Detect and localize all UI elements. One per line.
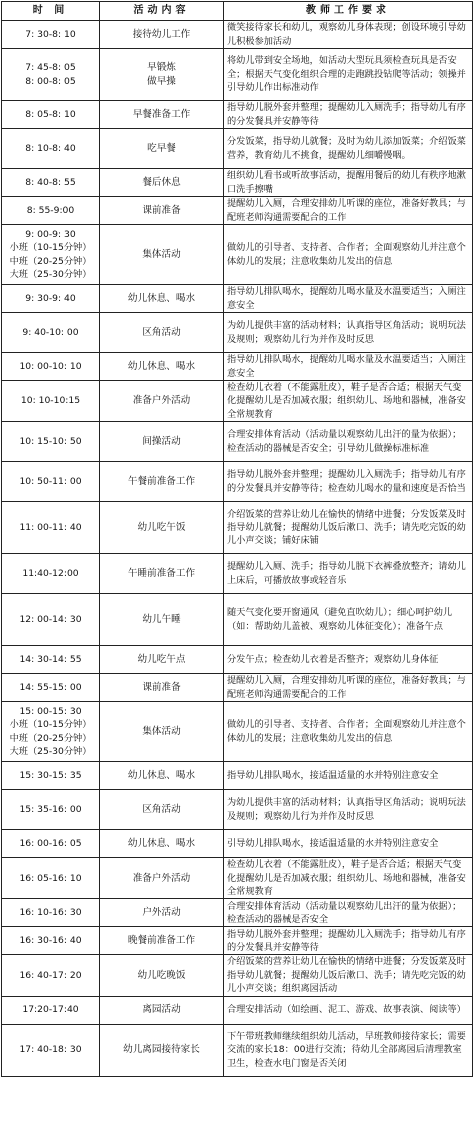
- activity-cell: 午餐前准备工作: [100, 462, 224, 502]
- requirement-cell: 指导幼儿脱外套并整理；提醒幼儿入厕洗手；指导幼儿有序的分发餐具并安静等待: [224, 927, 473, 955]
- requirement-cell: 合理安排体育活动（活动量以观察幼儿出汗的量为依据）；检查活动的器械是否安全: [224, 899, 473, 927]
- table-row: [2, 762, 473, 790]
- table-row: [2, 594, 473, 646]
- activity-cell: 幼儿休息、喝水: [100, 285, 224, 313]
- table-row: [2, 1024, 473, 1076]
- requirement-cell: 分发饭菜，指导幼儿就餐；及时为幼儿添加饭菜；介绍饭菜营养，教育幼儿不挑食，提醒幼儿细嚼慢咽。: [224, 129, 473, 169]
- table-row: [2, 129, 473, 169]
- time-cell: 16: 30-16: 40: [2, 927, 100, 955]
- time-cell: 15: 30-15: 35: [2, 762, 100, 790]
- activity-cell: 户外活动: [100, 899, 224, 927]
- table-row: [2, 49, 473, 101]
- table-row: [2, 101, 473, 129]
- time-cell: 7: 30-8: 10: [2, 21, 100, 49]
- requirement-cell: 提醒幼儿入厕、洗手；指导幼儿脱下衣裤叠放整齐；请幼儿上床后，可播放故事或轻音乐: [224, 554, 473, 594]
- activity-cell: 区角活动: [100, 790, 224, 830]
- table-row: [2, 899, 473, 927]
- header-activity: 活动内容: [100, 2, 224, 21]
- time-cell: 17:20-17:40: [2, 996, 100, 1024]
- time-cell: 8: 05-8: 10: [2, 101, 100, 129]
- table-row: [2, 955, 473, 996]
- requirement-cell: 介绍饭菜的营养让幼儿在愉快的情绪中进餐；分发饭菜及时指导幼儿就餐；提醒幼儿饭后漱口、洗手；请先吃完饭的幼儿小声交谈；铺好床铺: [224, 502, 473, 554]
- activity-cell: 准备户外活动: [100, 858, 224, 899]
- time-cell: 9: 40-10: 00: [2, 313, 100, 353]
- requirement-cell: 提醒幼儿入厕，合理安排幼儿听课的座位，准备好教具；与配班老师沟通需要配合的工作: [224, 197, 473, 225]
- activity-cell: 区角活动: [100, 313, 224, 353]
- table-row: [2, 830, 473, 858]
- time-cell: 10: 50-11: 00: [2, 462, 100, 502]
- table-row: [2, 225, 473, 285]
- schedule-table: [1, 1, 473, 1077]
- activity-cell: 幼儿吃午饭: [100, 502, 224, 554]
- table-row: [2, 313, 473, 353]
- requirement-cell: 指导幼儿脱外套并整理；提醒幼儿入厕洗手；指导幼儿有序的分发餐具并安静等待；检查幼儿喝水的量和速度是否恰当: [224, 462, 473, 502]
- activity-cell: 幼儿休息、喝水: [100, 353, 224, 381]
- activity-cell: 幼儿离园接待家长: [100, 1024, 224, 1076]
- table-row: [2, 858, 473, 899]
- time-cell: 11:40-12:00: [2, 554, 100, 594]
- table-row: [2, 996, 473, 1024]
- table-row: [2, 702, 473, 762]
- activity-cell: 幼儿午睡: [100, 594, 224, 646]
- table-row: [2, 285, 473, 313]
- requirement-cell: 指导幼儿排队喝水，提醒幼儿喝水量及水温要适当；入厕注意安全: [224, 353, 473, 381]
- requirement-cell: 提醒幼儿入厕，合理安排幼儿听课的座位，准备好教具；与配班老师沟通需要配合的工作: [224, 674, 473, 702]
- activity-cell: 幼儿吃午点: [100, 646, 224, 674]
- requirement-cell: 指导幼儿排队喝水，提醒幼儿喝水量及水温要适当；入厕注意安全: [224, 285, 473, 313]
- time-cell: 16: 00-16: 05: [2, 830, 100, 858]
- time-cell: 12: 00-14: 30: [2, 594, 100, 646]
- requirement-cell: 微笑接待家长和幼儿，观察幼儿身体表现；创设环境引导幼儿积极参加活动: [224, 21, 473, 49]
- activity-cell: 幼儿休息、喝水: [100, 762, 224, 790]
- header-requirements: 教师工作要求: [224, 2, 473, 21]
- time-cell: 14: 55-15: 00: [2, 674, 100, 702]
- requirement-cell: 介绍饭菜的营养让幼儿在愉快的情绪中进餐；分发饭菜及时指导幼儿就餐；提醒幼儿饭后漱口、洗手；请先吃完饭的幼儿小声交谈；组织离园活动: [224, 955, 473, 996]
- table-row: [2, 197, 473, 225]
- activity-cell: 课前准备: [100, 197, 224, 225]
- activity-cell: 间操活动: [100, 422, 224, 462]
- time-cell: 8: 10-8: 40: [2, 129, 100, 169]
- activity-cell: 幼儿休息、喝水: [100, 830, 224, 858]
- time-cell: 9: 00-9: 30 小班（10-15分钟） 中班（20-25分钟） 大班（25-30分钟）: [2, 225, 100, 285]
- time-cell: 9: 30-9: 40: [2, 285, 100, 313]
- requirement-cell: 合理安排活动（如绘画、泥工、游戏、故事表演、阅读等）: [224, 996, 473, 1024]
- table-row: [2, 353, 473, 381]
- requirement-cell: 指导幼儿脱外套并整理；提醒幼儿入厕洗手；指导幼儿有序的分发餐具并安静等待: [224, 101, 473, 129]
- time-cell: 10: 10-10:15: [2, 381, 100, 422]
- requirement-cell: 指导幼儿排队喝水，接适温适量的水并特别注意安全: [224, 762, 473, 790]
- table-row: [2, 381, 473, 422]
- requirement-cell: 做幼儿的引导者、支持者、合作者；全面观察幼儿并注意个体幼儿的发展；注意收集幼儿发出的信息: [224, 225, 473, 285]
- time-cell: 17: 40-18: 30: [2, 1024, 100, 1076]
- time-cell: 15: 35-16: 00: [2, 790, 100, 830]
- requirement-cell: 随天气变化要开窗通风（避免直吹幼儿）；细心呵护幼儿（如：帮助幼儿盖被、观察幼儿体征变化）；准备午点: [224, 594, 473, 646]
- requirement-cell: 合理安排体育活动（活动量以观察幼儿出汗的量为依据）；检查活动的器械是否安全；引导幼儿做操标准标准: [224, 422, 473, 462]
- time-cell: 10: 15-10: 50: [2, 422, 100, 462]
- activity-cell: 接待幼儿工作: [100, 21, 224, 49]
- requirement-cell: 组织幼儿看书或听故事活动，提醒用餐后的幼儿有秩序地漱口洗手擦嘴: [224, 169, 473, 197]
- table-row: [2, 646, 473, 674]
- time-cell: 14: 30-14: 55: [2, 646, 100, 674]
- activity-cell: 集体活动: [100, 702, 224, 762]
- activity-cell: 晚餐前准备工作: [100, 927, 224, 955]
- table-row: [2, 927, 473, 955]
- table-row: [2, 502, 473, 554]
- requirement-cell: 检查幼儿衣着（不能露肚皮），鞋子是否合适；根据天气变化提醒幼儿是否加减衣服；组织幼儿、场地和器械，准备安全常规教育: [224, 381, 473, 422]
- header-time: 时 间: [2, 2, 100, 21]
- requirement-cell: 分发午点；检查幼儿衣着是否整齐；观察幼儿身体征: [224, 646, 473, 674]
- time-cell: 10: 00-10: 10: [2, 353, 100, 381]
- requirement-cell: 为幼儿提供丰富的活动材料；认真指导区角活动；说明玩法及规则；观察幼儿行为并作及时反思: [224, 313, 473, 353]
- activity-cell: 早锻炼 做早操: [100, 49, 224, 101]
- time-cell: 16: 40-17: 20: [2, 955, 100, 996]
- time-cell: 15: 00-15: 30 小班（10-15分钟） 中班（20-25分钟） 大班（25-30分钟）: [2, 702, 100, 762]
- time-cell: 8: 55-9:00: [2, 197, 100, 225]
- activity-cell: 集体活动: [100, 225, 224, 285]
- time-cell: 7: 45-8: 05 8: 00-8: 05: [2, 49, 100, 101]
- header-row: [2, 2, 473, 21]
- activity-cell: 幼儿吃晚饭: [100, 955, 224, 996]
- table-row: [2, 674, 473, 702]
- table-row: [2, 462, 473, 502]
- schedule-body: [2, 21, 473, 1077]
- time-cell: 8: 40-8: 55: [2, 169, 100, 197]
- activity-cell: 午睡前准备工作: [100, 554, 224, 594]
- requirement-cell: 引导幼儿排队喝水，接适温适量的水并特别注意安全: [224, 830, 473, 858]
- activity-cell: 准备户外活动: [100, 381, 224, 422]
- table-row: [2, 21, 473, 49]
- activity-cell: 吃早餐: [100, 129, 224, 169]
- requirement-cell: 做幼儿的引导者、支持者、合作者；全面观察幼儿并注意个体幼儿的发展；注意收集幼儿发出的信息: [224, 702, 473, 762]
- table-row: [2, 554, 473, 594]
- requirement-cell: 为幼儿提供丰富的活动材料；认真指导区角活动；说明玩法及规则；观察幼儿行为并作及时反思: [224, 790, 473, 830]
- table-row: [2, 790, 473, 830]
- activity-cell: 课前准备: [100, 674, 224, 702]
- activity-cell: 离园活动: [100, 996, 224, 1024]
- time-cell: 16: 05-16: 10: [2, 858, 100, 899]
- activity-cell: 早餐准备工作: [100, 101, 224, 129]
- time-cell: 11: 00-11: 40: [2, 502, 100, 554]
- requirement-cell: 下午带班教师继续组织幼儿活动，早班教师接待家长；需要交流的家长18：00进行交流；待幼儿全部离园后清理教室卫生，检查水电门窗是否关闭: [224, 1024, 473, 1076]
- requirement-cell: 将幼儿带到安全场地，如活动大型玩具须检查玩具是否安全；根据天气变化组织合理的走跑跳投钻爬等活动；领操并引导幼儿作出标准动作: [224, 49, 473, 101]
- table-row: [2, 422, 473, 462]
- requirement-cell: 检查幼儿衣着（不能露肚皮），鞋子是否合适；根据天气变化提醒幼儿是否加减衣服；组织幼儿、场地和器械，准备安全常规教育: [224, 858, 473, 899]
- activity-cell: 餐后休息: [100, 169, 224, 197]
- time-cell: 16: 10-16: 30: [2, 899, 100, 927]
- table-row: [2, 169, 473, 197]
